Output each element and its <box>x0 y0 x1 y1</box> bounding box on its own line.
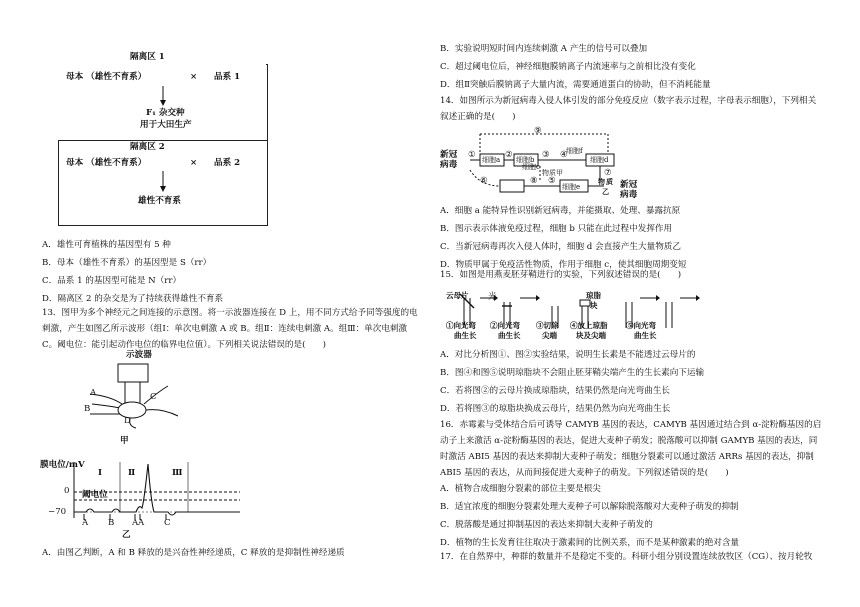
q13-option-b: B．实验说明短时间内连续刺激 A 产生的信号可以叠加 <box>440 44 648 54</box>
fig-yi-rest: −70 <box>48 507 67 517</box>
fig14-n5: ⑤ <box>548 176 556 186</box>
fig15-caption-4b: 块及尖端 <box>576 331 606 340</box>
fig15-caption-2b: 曲生长 <box>498 331 521 340</box>
fig14-cell-c: 细胞c <box>522 163 540 171</box>
fig-yi-group3: Ⅲ <box>172 468 183 478</box>
fig15-caption-1a: ①向光弯 <box>446 321 476 330</box>
q15-stem: 15．如图是用燕麦胚芽鞘进行的实验，下列叙述错误的是( ) <box>440 270 682 280</box>
fig14-n9: ⑨ <box>534 126 542 136</box>
q14-stem-line2: 叙述正确的是( ) <box>440 112 516 122</box>
fig15-agar-line1: 琼脂 <box>586 291 601 300</box>
fig-yi-stim-c: C <box>164 518 171 528</box>
figure-jia <box>70 356 200 446</box>
right-column <box>430 0 860 607</box>
iso1-title: 隔离区 1 <box>130 52 165 62</box>
q13-option-c: C．超过阈电位后，神经细胞膜钠离子内流速率与之前相比没有变化 <box>440 62 696 72</box>
iso1-line: 品系 1 <box>214 72 241 82</box>
fig15-agar-line2: 块 <box>590 301 598 310</box>
q14-option-d: D．物质甲属于免疫活性物质，作用于细胞 c，使其细胞周期变短 <box>440 260 687 270</box>
q17-stem: 17．在自然界中，种群的数量并不是稳定不变的。科研小组分别设置连续放牧区（CG）、按月轮牧 <box>440 552 813 562</box>
fig14-virus-line2: 病毒 <box>440 160 458 170</box>
q16-option-b: B．适宜浓度的细胞分裂素处理大麦种子可以解除脱落酸对大麦种子萌发的抑制 <box>440 502 739 512</box>
q16-stem-line4: ABI5 基因的表达，从而间接促进大麦种子的萌发。下列叙述错误的是( ) <box>440 468 729 478</box>
fig-yi-stim-a1: A <box>82 518 89 528</box>
fig14-n2: ② <box>505 150 513 160</box>
q13-option-d: D．组Ⅱ突触后膜钠离子大量内流，需要通道蛋白的协助，但不消耗能量 <box>440 80 711 90</box>
q14-option-b: B．图示表示体液免疫过程，细胞 b 只能在此过程中发挥作用 <box>440 224 673 234</box>
q16-option-d: D．植物的生长发育往往取决于激素间的比例关系，而不是某种激素的绝对含量 <box>440 538 740 548</box>
fig15-light: 光 <box>488 292 497 302</box>
fig-yi-stim-a2: A <box>132 518 139 528</box>
iso2-cross: × <box>190 158 198 168</box>
q13-option-a: A．由图乙判断，A 和 B 释放的是兴奋性神经递质，C 释放的是抑制性神经递质 <box>42 548 345 558</box>
fig-jia-label-d: D <box>124 416 131 426</box>
q13-stem-line1: 13．图甲为多个神经元之间连接的示意图。将一示波器连接在 D 上，用不同方式给予同等强度的电 <box>42 308 418 318</box>
q14-option-a: A．细胞 a 能特异性识别新冠病毒，并能摄取、处理、暴露抗原 <box>440 206 681 216</box>
fig14-cell-f: 细胞f <box>566 147 583 155</box>
fig-yi-group2: Ⅱ <box>128 468 136 478</box>
fig14-n7: ⑦ <box>604 168 612 178</box>
fig14-virus-line1: 新冠 <box>440 150 458 160</box>
fig-yi-stim-b: B <box>108 518 115 528</box>
fig14-cell-a: 细胞a <box>482 156 501 164</box>
q13-stem-line3: C。阈电位：能引起动作电位的临界电位值）。下列相关说法错误的是( ) <box>42 340 326 350</box>
fig-yi-stim-a3: A <box>138 518 145 528</box>
iso1-mother: 母本 （雄性不育系） <box>66 72 147 82</box>
fig14-cell-e: 细胞e <box>562 183 581 191</box>
fig-jia-label-c: C <box>150 392 157 402</box>
fig14-n4: ④ <box>560 150 568 160</box>
q12-option-c: C．品系 1 的基因型可能是 N（rr） <box>42 276 182 286</box>
fig14-n3: ③ <box>542 150 550 160</box>
q14-option-c: C．当新冠病毒再次入侵人体时，细胞 d 会直接产生大量物质乙 <box>440 242 681 252</box>
fig-jia-label-a: A <box>90 388 97 398</box>
fig14-target-line2: 病毒 <box>620 190 638 200</box>
fig14-n8: ⑧ <box>530 176 538 186</box>
fig15-mica: 云母片 <box>446 291 469 300</box>
fig15-caption-5a: ⑤向光弯 <box>626 321 656 330</box>
fig15-caption-4a: ④放上琼脂 <box>570 321 608 330</box>
q16-option-c: C．脱落酸是通过抑制基因的表达来抑制大麦种子萌发的 <box>440 520 653 530</box>
iso1-arrow <box>0 0 430 250</box>
fig14-substance-b3: 乙 <box>602 187 609 196</box>
fig15-caption-1b: 曲生长 <box>454 331 477 340</box>
q16-option-a: A．植物合成细胞分裂素的部位主要是根尖 <box>440 484 601 494</box>
fig14-substance-b2: 质 <box>606 177 613 186</box>
fig-yi-caption: 乙 <box>122 530 131 540</box>
q16-stem-line1: 16．赤霉素与受体结合后可诱导 CAMYB 基因的表达，CAMYB 基因通过结合到 α-淀粉酶基因的启 <box>440 420 822 430</box>
q15-option-c: C．若将图②的云母片换成琼脂块，结果仍然是向光弯曲生长 <box>440 386 671 396</box>
fig14-target-line1: 新冠 <box>620 180 638 190</box>
fig-yi-zero: 0 <box>64 486 70 496</box>
q15-option-b: B．图④和图⑤说明琼脂块不会阻止胚芽鞘尖端产生的生长素向下运输 <box>440 368 705 378</box>
fig15-caption-3b: 尖端 <box>542 331 557 340</box>
fig-jia-oscilloscope: 示波器 <box>126 350 152 360</box>
q15-option-d: D．若将图③的琼脂块换成云母片，结果仍然为向光弯曲生长 <box>440 404 671 414</box>
q15-option-a: A．对比分析图①、图②实验结果，说明生长素是不能透过云母片的 <box>440 350 696 360</box>
iso1-f1-line1: F₁ 杂交种 <box>146 108 185 118</box>
iso2-mother: 母本 （雄性不育系） <box>66 158 147 168</box>
q14-stem-line1: 14．如图所示为新冠病毒入侵人体引发的部分免疫反应（数字表示过程，字母表示细胞），下列相关 <box>440 96 817 106</box>
fig14-substance-a: 物质甲 <box>542 169 563 177</box>
iso2-result: 雄性不育系 <box>138 196 181 206</box>
fig15-caption-5b: 曲生长 <box>634 331 657 340</box>
q12-option-a: A．雄性可育植株的基因型有 5 种 <box>42 240 171 250</box>
fig15-caption-3a: ③切除 <box>536 321 559 330</box>
fig15-caption-2a: ②向光弯 <box>490 321 520 330</box>
q12-option-d: D．隔离区 2 的杂交是为了持续获得雄性不育系 <box>42 294 224 304</box>
q13-stem-line2: 刺激，产生如图乙所示波形（组Ⅰ：单次电刺激 A 或 B。组Ⅱ：连续电刺激 A。组Ⅲ：单次电刺激 <box>42 324 408 334</box>
fig14-cell-d: 细胞d <box>590 156 609 164</box>
q16-stem-line2: 动子上来激活 α-淀粉酶基因的表达，促进大麦种子萌发；脱落酸可以抑制 GAMYB 基因的表达，同 <box>440 436 818 446</box>
fig-jia-caption: 甲 <box>120 436 129 446</box>
iso-divider <box>58 140 268 141</box>
q12-option-b: B．母本（雄性不育系）的基因型是 S（rr） <box>42 258 212 268</box>
fig-yi-threshold: 阈电位 <box>82 490 108 500</box>
q16-stem-line3: 时激活 ABI5 基因的表达来抑制大麦种子萌发；细胞分裂素可以通过激活 ARRs 基因的表达，抑制 <box>440 452 814 462</box>
iso2-line: 品系 2 <box>214 158 241 168</box>
fig-yi-group1: Ⅰ <box>98 468 103 478</box>
fig14-cell-b: 细胞b <box>516 156 535 164</box>
fig14-substance-b1: 物 <box>598 177 605 186</box>
iso1-f1-line2: 用于大田生产 <box>140 120 192 130</box>
iso2-title: 隔离区 2 <box>130 142 165 152</box>
fig-yi-ylabel: 膜电位/mV <box>40 460 85 470</box>
iso1-cross: × <box>190 72 198 82</box>
fig14-n1: ① <box>468 150 476 160</box>
fig-jia-label-b: B <box>84 404 91 414</box>
fig14-n6: ⑥ <box>480 176 488 186</box>
